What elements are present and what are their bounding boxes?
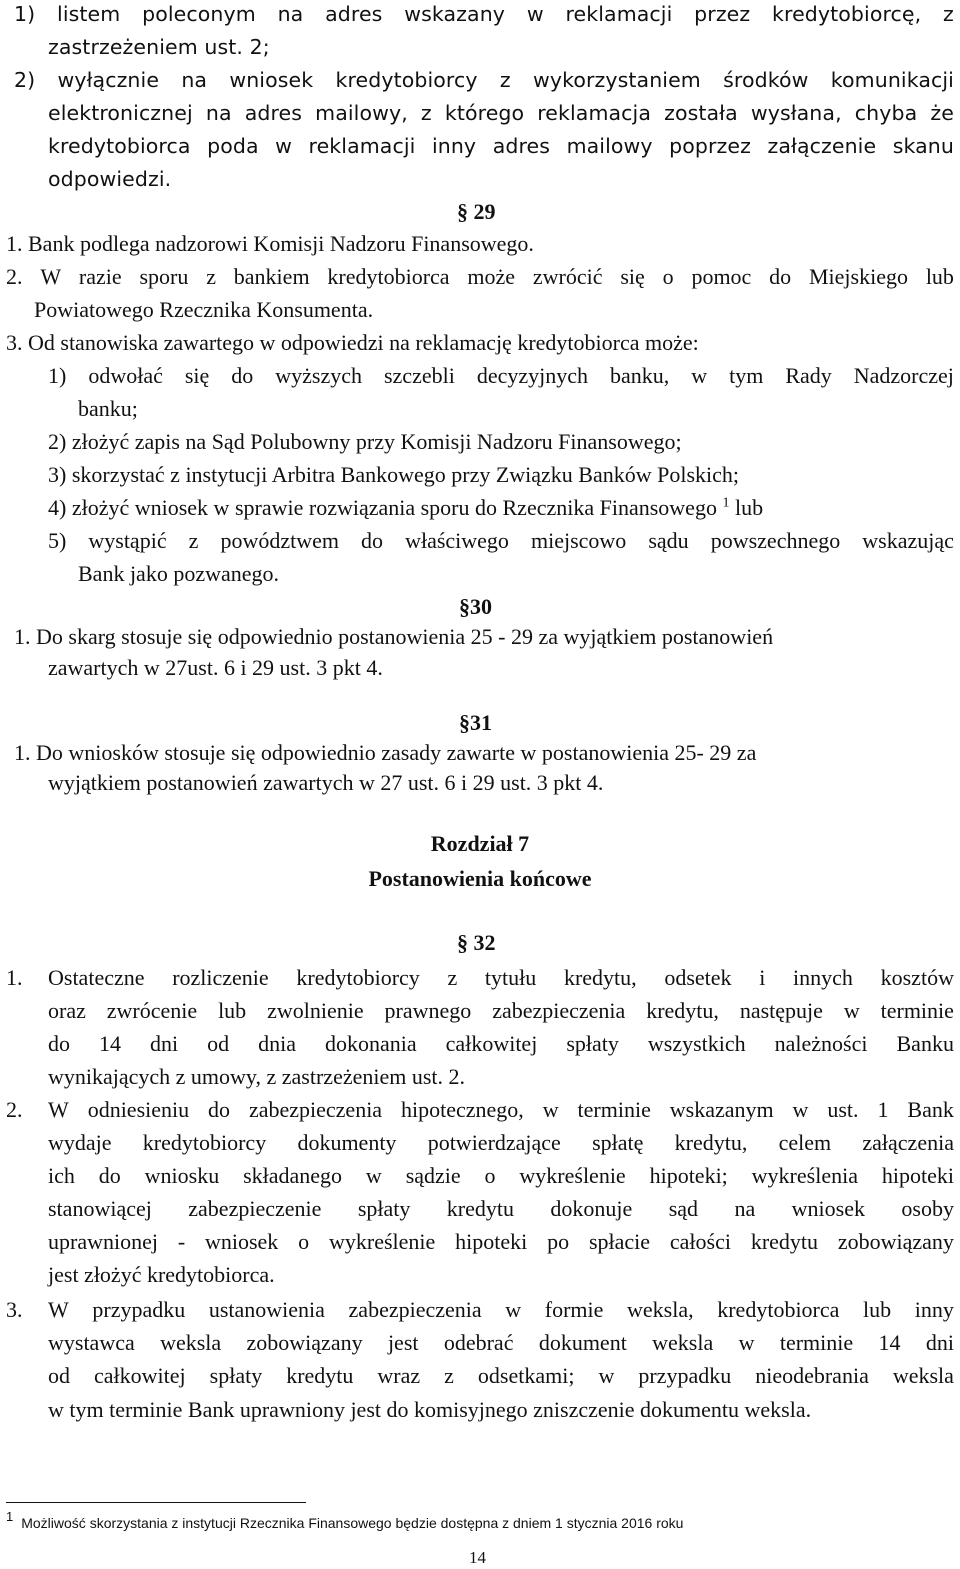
block1-line-6: odpowiedzi.	[48, 167, 172, 191]
s32-p2-line-2: wydaje kredytobiorcy dokumenty potwierdzające spłatę kredytu, celem załączenia	[48, 1130, 954, 1155]
s32-p1-line-4: wynikających z umowy, z zastrzeżeniem ust. 2.	[48, 1064, 466, 1089]
s29-para-1: 1. Bank podlega nadzorowi Komisji Nadzoru Finansowego.	[6, 231, 534, 256]
section-31-heading: §31	[459, 710, 492, 735]
s32-number-1: 1.	[6, 965, 23, 990]
s29-item-4: 4) złożyć wniosek w sprawie rozwiązania sporu do Rzecznika Finansowego $^1$ lub	[48, 495, 764, 520]
s32-p3-line-3: od całkowitej spłaty kredytu wraz z odsetkami; w przypadku nieodebrania weksla	[48, 1363, 954, 1388]
footnote-mark: 1	[6, 1509, 14, 1524]
s32-number-3: 3.	[6, 1297, 23, 1322]
s29-item-5b: Bank jako pozwanego.	[78, 561, 279, 586]
s29-para-2b: Powiatowego Rzecznika Konsumenta.	[34, 297, 374, 322]
s29-item-5a: 5) wystąpić z powództwem do właściwego miejscowo sądu powszechnego wskazując	[48, 528, 954, 553]
s29-item-2: 2) złożyć zapis na Sąd Polubowny przy Komisji Nadzoru Finansowego;	[48, 429, 682, 454]
footnote-separator	[6, 1502, 306, 1503]
chapter-title: Rozdział 7	[430, 831, 530, 856]
footnote-text: Możliwość skorzystania z instytucji Rzecznika Finansowego będzie dostępna z dniem 1 stycznia 2016 roku	[21, 1515, 684, 1531]
s32-p1-line-2: oraz zwrócenie lub zwolnienie prawnego zabezpieczenia kredytu, następuje w terminie	[48, 998, 954, 1023]
section-30-heading: §30	[459, 594, 492, 619]
s29-para-2a: 2. W razie sporu z bankiem kredytobiorca może zwrócić się o pomoc do Miejskiego lub	[6, 264, 954, 289]
s32-p2-line-3: ich do wniosku składanego w sądzie o wykreślenie hipoteki; wykreślenia hipoteki	[48, 1163, 954, 1188]
s32-p3-line-1: W przypadku ustanowienia zabezpieczenia w formie weksla, kredytobiorca lub inny	[48, 1297, 954, 1322]
footnote-reference: 1	[722, 495, 730, 511]
s32-p2-line-4: stanowiącej zabezpieczenie spłaty kredytu dokonuje sąd na wniosek osoby	[48, 1196, 954, 1221]
s31-line-2: wyjątkiem postanowień zawartych w 27 ust. 6 i 29 ust. 3 pkt 4.	[48, 770, 604, 795]
s32-p3-line-4: w tym terminie Bank uprawniony jest do komisyjnego zniszczenie dokumentu weksla.	[48, 1397, 812, 1422]
s32-p2-line-1: W odniesieniu do zabezpieczenia hipotecznego, w terminie wskazanym w ust. 1 Bank	[48, 1097, 954, 1122]
s30-line-1: 1. Do skarg stosuje się odpowiednio postanowienia 25 - 29 za wyjątkiem postanowień	[14, 624, 774, 649]
block1-line-2: zastrzeżeniem ust. 2;	[48, 35, 270, 59]
s32-p2-line-6: jest złożyć kredytobiorca.	[48, 1262, 275, 1287]
s29-item-1a: 1) odwołać się do wyższych szczebli decyzyjnych banku, w tym Rady Nadzorczej	[48, 363, 954, 388]
s29-item-1b: banku;	[78, 396, 138, 421]
s32-p1-line-1: Ostateczne rozliczenie kredytobiorcy z tytułu kredytu, odsetek i innych kosztów	[48, 965, 954, 990]
block1-line-5: kredytobiorca poda w reklamacji inny adres mailowy poprzez załączenie skanu	[48, 134, 954, 158]
s29-para-3: 3. Od stanowiska zawartego w odpowiedzi na reklamację kredytobiorca może:	[6, 330, 699, 355]
block1-line-4: elektronicznej na adres mailowy, z którego reklamacja została wysłana, chyba że	[48, 101, 954, 125]
chapter-subtitle: Postanowienia końcowe	[368, 866, 592, 891]
page-number: 14	[469, 1548, 486, 1567]
s31-line-1: 1. Do wniosków stosuje się odpowiednio zasady zawarte w postanowienia 25- 29 za	[14, 740, 757, 765]
section-29-heading: § 29	[457, 199, 496, 224]
s32-p2-line-5: uprawnionej - wniosek o wykreślenie hipoteki po spłacie całości kredytu zobowiązany	[48, 1229, 954, 1254]
s32-number-2: 2.	[6, 1097, 23, 1122]
block1-line-3: 2) wyłącznie na wniosek kredytobiorcy z wykorzystaniem środków komunikacji	[14, 68, 954, 92]
footnote	[6, 1509, 684, 1531]
section-32-heading: § 32	[457, 930, 496, 955]
s30-line-2: zawartych w 27ust. 6 i 29 ust. 3 pkt 4.	[48, 655, 383, 680]
block1-line-1: 1) listem poleconym na adres wskazany w reklamacji przez kredytobiorcę, z	[14, 2, 954, 26]
s29-item-3: 3) skorzystać z instytucji Arbitra Bankowego przy Związku Banków Polskich;	[48, 462, 740, 487]
s32-p1-line-3: do 14 dni od dnia dokonania całkowitej spłaty wszystkich należności Banku	[48, 1031, 954, 1056]
s32-p3-line-2: wystawca weksla zobowiązany jest odebrać dokument weksla w terminie 14 dni	[48, 1330, 954, 1355]
